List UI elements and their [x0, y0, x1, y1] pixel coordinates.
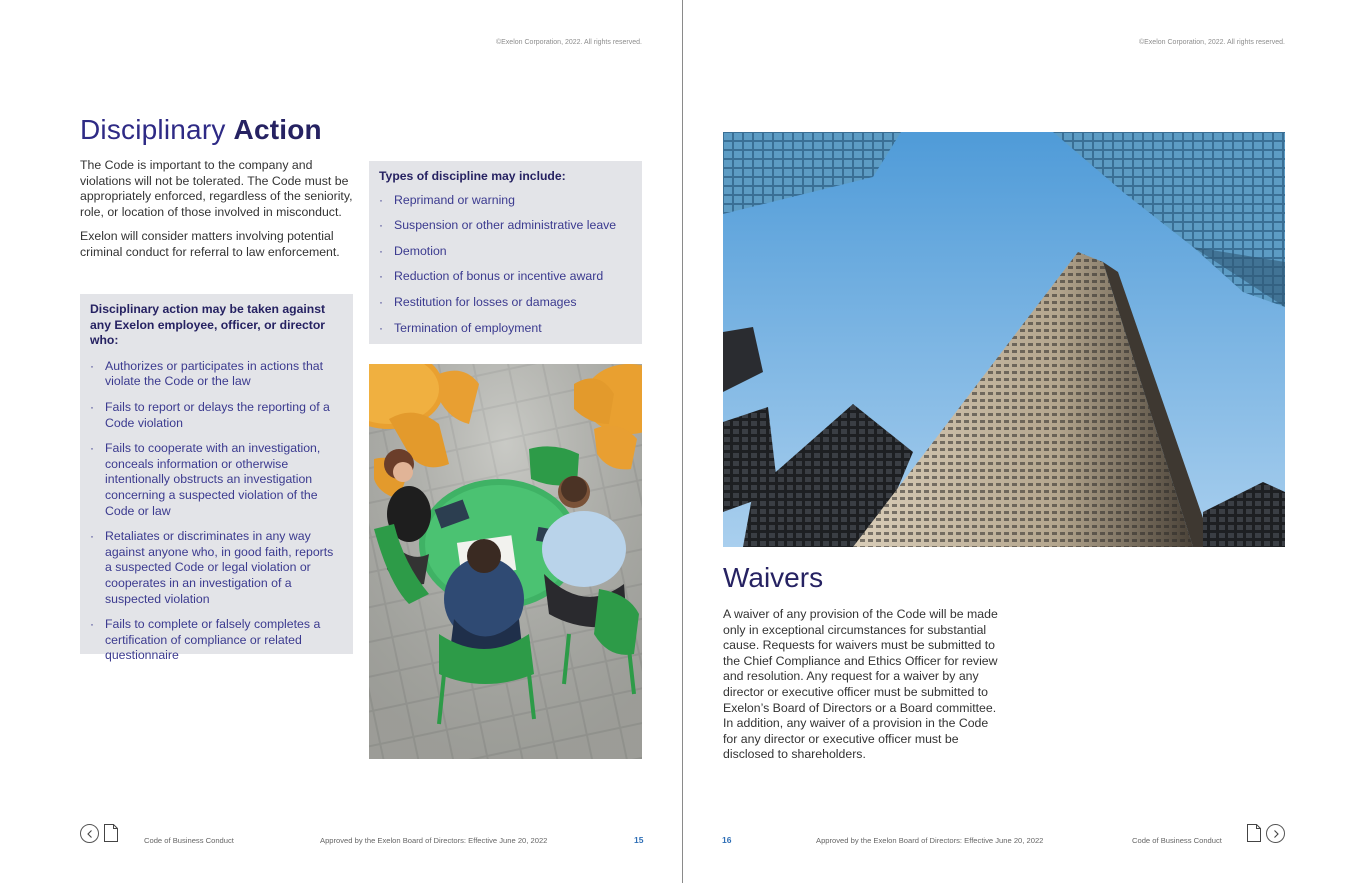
bullet-icon: · — [379, 243, 383, 258]
title-bold: Action — [233, 114, 322, 145]
discipline-types-box — [369, 161, 642, 344]
page-number: 15 — [634, 835, 644, 845]
skyscrapers-illustration — [723, 132, 1285, 547]
list-item — [379, 244, 632, 260]
list-item — [379, 269, 632, 285]
types-box-heading: Types of discipline may include: — [379, 169, 566, 183]
title-light: Disciplinary — [80, 114, 226, 145]
list-item-text: Fails to report or delays the reporting of a Code violation — [105, 399, 330, 430]
intro-text — [80, 158, 355, 270]
footer-right — [683, 823, 1365, 845]
meeting-illustration — [369, 364, 642, 759]
list-item — [379, 295, 632, 311]
bullet-icon: · — [379, 320, 383, 335]
list-item — [379, 321, 632, 337]
next-page-button[interactable] — [1266, 824, 1285, 843]
page-15 — [0, 0, 682, 883]
copyright-notice: ©Exelon Corporation, 2022. All rights reserved. — [495, 39, 642, 46]
list-item-text: Retaliates or discriminates in any way against anyone who, in good faith, reports a suspected Code or legal violation or cooperates in an investigation of a suspected violation — [105, 529, 334, 606]
list-item — [90, 617, 343, 664]
list-item — [90, 359, 343, 390]
bullet-icon: · — [379, 218, 383, 233]
bullet-icon: · — [90, 617, 94, 632]
document-icon[interactable] — [1247, 824, 1261, 842]
list-item-text: Fails to cooperate with an investigation, conceals information or otherwise intentionally obstructs an investigation concerning a suspected violation of the Code or law — [105, 441, 321, 518]
footer-doc-title: Code of Business Conduct — [1132, 836, 1222, 845]
list-item-text: Reprimand or warning — [394, 192, 515, 207]
skyscrapers-photo — [723, 132, 1285, 547]
list-item — [90, 441, 343, 519]
footer-approval: Approved by the Exelon Board of Directors: Effective June 20, 2022 — [816, 836, 1044, 845]
page-title — [80, 114, 322, 146]
chevron-left-icon — [85, 829, 95, 839]
list-item-text: Suspension or other administrative leave — [394, 218, 617, 233]
list-item — [90, 529, 343, 607]
meeting-photo — [369, 364, 642, 759]
list-item-text: Demotion — [394, 243, 447, 258]
footer-left — [0, 823, 682, 845]
who-list — [90, 359, 343, 664]
list-item — [379, 193, 632, 209]
footer-doc-title: Code of Business Conduct — [144, 836, 234, 845]
bullet-icon: · — [379, 192, 383, 207]
page-16 — [683, 0, 1365, 883]
bullet-icon: · — [90, 529, 94, 544]
document-icon[interactable] — [104, 824, 118, 842]
list-item-text: Fails to complete or falsely completes a certification of compliance or related questionnaire — [105, 617, 321, 663]
disciplinary-who-box — [80, 294, 353, 663]
intro-paragraph: The Code is important to the company and violations will not be tolerated. The Code must be appropriately enforced, regardless of the seniority, role, or location of those involved in misconduct. — [80, 158, 353, 219]
page-number: 16 — [722, 835, 732, 845]
copyright-notice: ©Exelon Corporation, 2022. All rights reserved. — [1138, 39, 1285, 46]
bullet-icon: · — [379, 269, 383, 284]
types-list — [379, 193, 632, 337]
list-item-text: Restitution for losses or damages — [394, 294, 577, 309]
list-item — [379, 218, 632, 234]
bullet-icon: · — [90, 399, 94, 414]
list-item — [90, 400, 343, 431]
list-item-text: Authorizes or participates in actions that violate the Code or the law — [105, 358, 324, 389]
previous-page-button[interactable] — [80, 824, 99, 843]
chevron-right-icon — [1271, 829, 1281, 839]
intro-paragraph: Exelon will consider matters involving potential criminal conduct for referral to law enforcement. — [80, 229, 340, 259]
bullet-icon: · — [379, 294, 383, 309]
list-item-text: Reduction of bonus or incentive award — [394, 269, 604, 284]
bullet-icon: · — [90, 441, 94, 456]
waivers-body: A waiver of any provision of the Code will be made only in exceptional circumstances for substantial cause. Requests for waivers must be submitted to the Chief Compliance and Ethics Officer for review and resolution. Any request for a waiver by any director or executive officer must be submitted to Exelon’s Board of Directors or a Board committee. In addition, any waiver of a provision in the Code for any director or executive officer must be disclosed to shareholders. — [723, 607, 998, 762]
who-box-heading: Disciplinary action may be taken against any Exelon employee, officer, or director who: — [90, 302, 326, 348]
waivers-title: Waivers — [723, 562, 824, 593]
list-item-text: Termination of employment — [394, 320, 542, 335]
footer-approval: Approved by the Exelon Board of Directors: Effective June 20, 2022 — [320, 836, 548, 845]
bullet-icon: · — [90, 358, 94, 373]
